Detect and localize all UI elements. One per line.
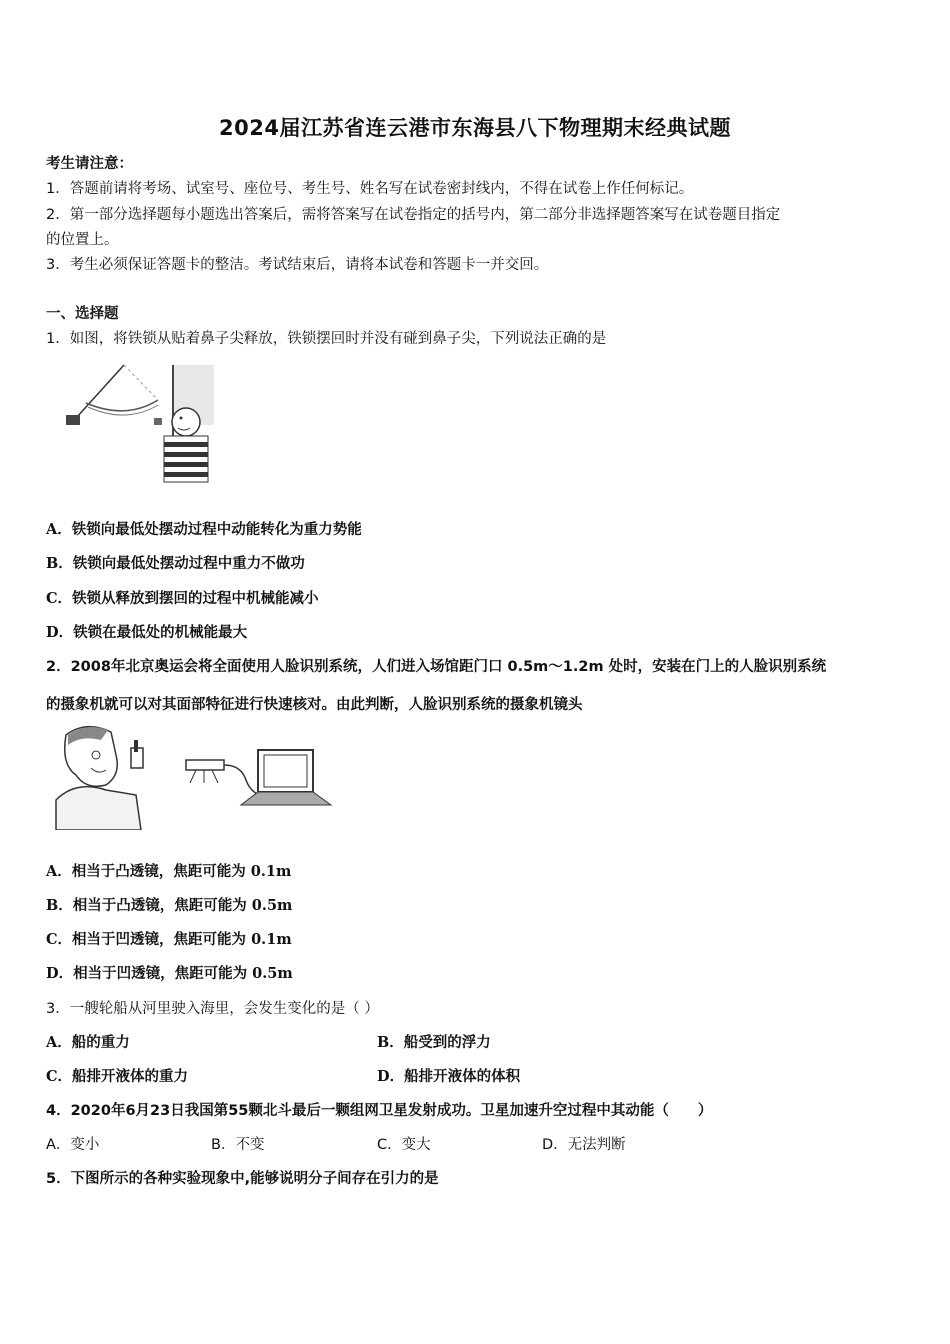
question-2-stem: 2．2008年北京奥运会将全面使用人脸识别系统，人们进入场馆距门口 0.5m～1.2m 处时，安装在门上的人脸识别系统 — [46, 659, 827, 675]
question-4-option-b: B．不变 — [211, 1137, 265, 1153]
question-2-option-d: D．相当于凹透镜，焦距可能为 0.5m — [46, 965, 293, 982]
question-1-option-b: B．铁锁向最低处摆动过程中重力不做功 — [46, 555, 305, 572]
page-title: 2024届江苏省连云港市东海县八下物理期末经典试题 — [219, 116, 731, 140]
notice-item: 3．考生必须保证答题卡的整洁。考试结束后，请将本试卷和答题卡一并交回。 — [46, 257, 549, 273]
question-2-option-c: C．相当于凹透镜，焦距可能为 0.1m — [46, 931, 292, 948]
notice-heading: 考生请注意： — [46, 156, 133, 172]
section-heading: 一、选择题 — [46, 306, 119, 322]
question-2-stem-cont: 的摄象机就可以对其面部特征进行快速核对。由此判断，人脸识别系统的摄象机镜头 — [46, 697, 583, 713]
question-1-option-d: D．铁锁在最低处的机械能最大 — [46, 624, 248, 641]
question-1-option-a: A．铁锁向最低处摆动过程中动能转化为重力势能 — [46, 521, 362, 538]
face-recognition-camera-figure — [46, 720, 336, 830]
notice-item: 2．第一部分选择题每小题选出答案后，需将答案写在试卷指定的括号内，第二部分非选择题答案写在试卷题目指定 — [46, 207, 781, 223]
question-3-option-b: B．船受到的浮力 — [377, 1034, 491, 1051]
notice-item: 1．答题前请将考场、试室号、座位号、考生号、姓名写在试卷密封线内，不得在试卷上作任何标记。 — [46, 181, 694, 197]
question-3-stem: 3．一艘轮船从河里驶入海里，会发生变化的是（ ） — [46, 1001, 379, 1017]
question-4-stem: 4．2020年6月23日我国第55颗北斗最后一颗组网卫星发射成功。卫星加速升空过程中其动能（ ） — [46, 1103, 713, 1119]
question-4-option-a: A．变小 — [46, 1137, 100, 1153]
question-2-option-a: A．相当于凸透镜，焦距可能为 0.1m — [46, 863, 292, 880]
question-3-option-d: D．船排开液体的体积 — [377, 1068, 521, 1085]
question-4-option-c: C．变大 — [377, 1137, 431, 1153]
notice-item: 的位置上。 — [46, 232, 119, 248]
question-5-stem: 5．下图所示的各种实验现象中,能够说明分子间存在引力的是 — [46, 1171, 439, 1187]
question-1-stem: 1．如图，将铁锁从贴着鼻子尖释放，铁锁摆回时并没有碰到鼻子尖，下列说法正确的是 — [46, 331, 607, 347]
question-3-option-a: A．船的重力 — [46, 1034, 130, 1051]
question-3-option-c: C．船排开液体的重力 — [46, 1068, 189, 1085]
pendulum-lock-nose-figure — [46, 360, 226, 485]
question-2-option-b: B．相当于凸透镜，焦距可能为 0.5m — [46, 897, 293, 914]
question-1-option-c: C．铁锁从释放到摆回的过程中机械能减小 — [46, 590, 319, 607]
question-4-option-d: D．无法判断 — [542, 1137, 626, 1153]
